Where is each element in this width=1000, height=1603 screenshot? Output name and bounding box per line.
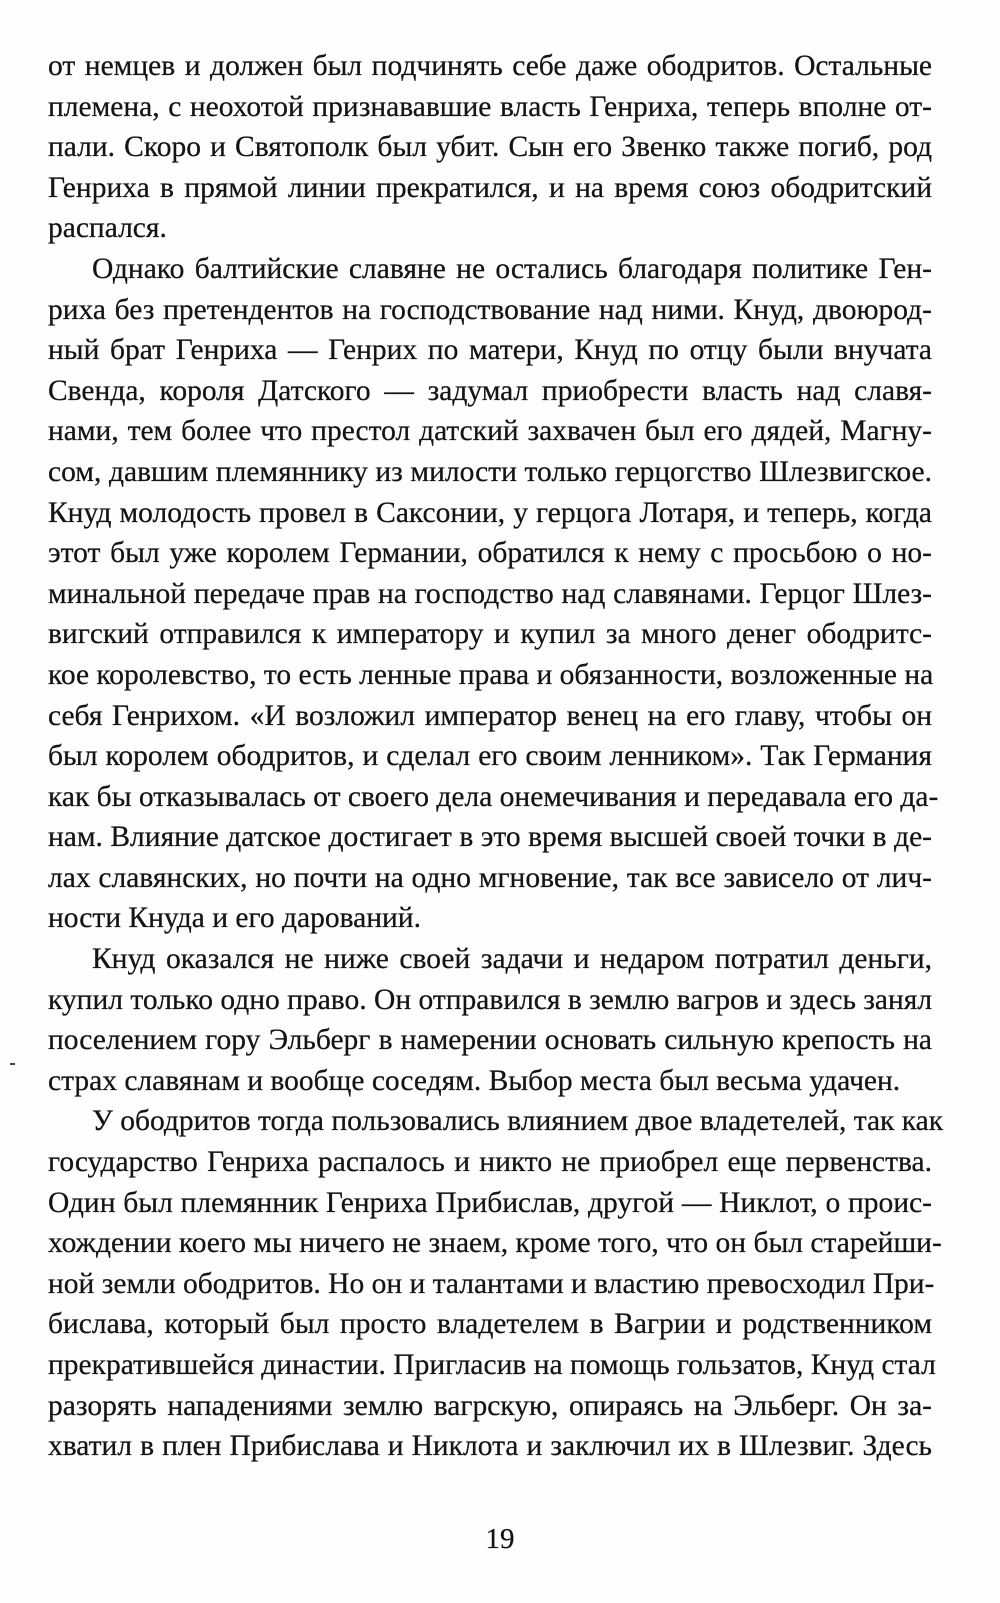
- text-line: хождении коего мы ничего не знаем, кроме того, что он был старейши-: [48, 1227, 942, 1260]
- text-line: кое королевство, то есть ленные права и обязанности, возложенные на: [48, 658, 934, 691]
- page-number: 19: [485, 1523, 515, 1555]
- body-text: [48, 46, 944, 1467]
- text-line: страх славянам и вообще соседям. Выбор места был весьма удачен.: [48, 1064, 901, 1097]
- text-line: пали. Скоро и Святополк был убит. Сын его Звенко также погиб, род: [48, 131, 932, 164]
- text-line: нами, тем более что престол датский захвачен был его дядей, Магну-: [48, 415, 932, 448]
- text-line: поселением гору Эльберг в намерении основать сильную крепость на: [48, 1024, 932, 1057]
- text-line: был королем ободритов, и сделал его своим ленником». Так Германия: [48, 740, 932, 773]
- text-line: государство Генриха распалось и никто не приобрел еще первенства.: [48, 1146, 932, 1179]
- text-line: вигский отправился к императору и купил за много денег ободритс-: [48, 618, 932, 651]
- paragraph: [48, 939, 932, 1101]
- text-line: У ободритов тогда пользовались влиянием двое владетелей, так как: [92, 1105, 944, 1138]
- text-line: купил только одно право. Он отправился в землю вагров и здесь занял: [48, 983, 933, 1016]
- paragraph: [48, 46, 932, 249]
- text-line: лах славянских, но почти на одно мгновение, так все зависело от лич-: [48, 861, 932, 894]
- text-line: бислава, который был просто владетелем в Вагрии и родственником: [48, 1308, 932, 1341]
- text-line: минальной передаче прав на господство над славянами. Герцог Шлез-: [48, 577, 932, 610]
- text-line: ности Кнуда и его дарований.: [48, 902, 421, 935]
- paragraph: [48, 249, 939, 939]
- text-line: Однако балтийские славяне не остались благодаря политике Ген-: [92, 252, 932, 285]
- text-line: себя Генрихом. «И возложил император венец на его главу, чтобы он: [48, 699, 932, 732]
- text-line: Один был племянник Генриха Прибислав, другой — Никлот, о проис-: [48, 1186, 932, 1219]
- paragraph: [48, 1101, 944, 1466]
- text-line: ной земли ободритов. Но он и талантами и властию превосходил При-: [48, 1267, 935, 1300]
- text-line: прекратившейся династии. Пригласив на помощь гользатов, Кнуд стал: [48, 1349, 936, 1381]
- text-line: Свенда, короля Датского — задумал приобрести власть над славя-: [48, 374, 932, 407]
- text-line: Генриха в прямой линии прекратился, и на время союз ободритский: [48, 171, 932, 204]
- text-line: ный брат Генриха — Генрих по матери, Кнуд по отцу были внучата: [48, 334, 932, 367]
- margin-mark: [10, 1063, 15, 1065]
- text-line: этот был уже королем Германии, обратился к нему с просьбою о но-: [48, 537, 932, 570]
- text-line: нам. Влияние датское достигает в это время высшей своей точки в де-: [48, 821, 932, 854]
- text-line: сом, давшим племяннику из милости только герцогство Шлезвигское.: [48, 455, 932, 488]
- text-line: племена, с неохотой признававшие власть Генриха, теперь вполне от-: [48, 90, 932, 123]
- text-line: Кнуд молодость провел в Саксонии, у герцога Лотаря, и теперь, когда: [48, 496, 932, 529]
- text-line: как бы отказывалась от своего дела онемечивания и передавала его да-: [48, 780, 939, 813]
- text-line: Кнуд оказался не ниже своей задачи и недаром потратил деньги,: [92, 943, 932, 976]
- text-line: риха без претендентов на господствование над ними. Кнуд, двоюрод-: [48, 293, 932, 326]
- text-line: от немцев и должен был подчинять себе даже ободритов. Остальные: [48, 50, 932, 82]
- text-line: хватил в плен Прибислава и Никлота и заключил их в Шлезвиг. Здесь: [48, 1430, 932, 1463]
- text-line: распался.: [48, 212, 167, 245]
- text-line: разорять нападениями землю вагрскую, опираясь на Эльберг. Он за-: [48, 1389, 932, 1422]
